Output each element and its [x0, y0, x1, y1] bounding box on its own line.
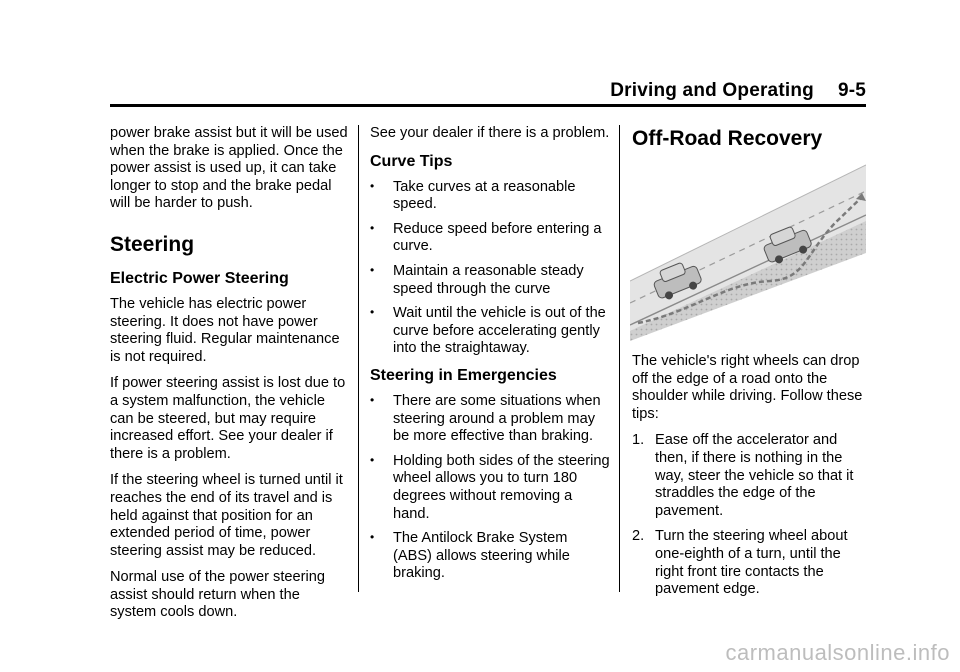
intro-paragraph: See your dealer if there is a problem. [370, 125, 610, 141]
intro-paragraph: power brake assist but it will be used when the brake is applied. Once the power assist is used up, it can take longer to stop and the brake pedal will be harder to push. [110, 125, 348, 212]
list-item: • Wait until the vehicle is out of the curve before accelerating gently into the straightaway. [370, 305, 606, 357]
bullet-icon: • [370, 452, 375, 467]
list-item: • Holding both sides of the steering wheel allows you to turn 180 degrees without removing a hand. [370, 452, 610, 522]
bullet-icon: • [370, 262, 375, 277]
steering-heading: Steering [110, 232, 195, 256]
column-right [632, 125, 872, 607]
bullet-icon: • [370, 530, 375, 545]
column-middle [370, 125, 610, 590]
paragraph: Normal use of the power steering assist should return when the system cools down. [110, 569, 325, 621]
electric-power-steering-heading: Electric Power Steering [110, 269, 289, 287]
watermark: carmanualsonline.info [725, 640, 950, 665]
bullet-icon: • [370, 178, 375, 193]
curve-tips-heading: Curve Tips [370, 152, 453, 170]
list-item: • Maintain a reasonable steady speed through the curve [370, 262, 584, 297]
paragraph: The vehicle has electric power steering. It does not have power steering fluid. Regular maintenance is not required. [110, 295, 340, 365]
header-text [610, 80, 866, 102]
emergencies-list [370, 393, 610, 583]
step-number: 1. [632, 432, 645, 449]
step-number: 2. [632, 528, 645, 545]
list-item: • The Antilock Brake System (ABS) allows steering while braking. [370, 530, 570, 582]
off-road-recovery-illustration [630, 163, 866, 341]
bullet-icon: • [370, 392, 375, 407]
list-item: 1. Ease off the accelerator and then, if there is nothing in the way, steer the vehicle so that it straddles the edge of the pavement. [632, 432, 854, 519]
paragraph: The vehicle's right wheels can drop off the edge of a road onto the shoulder while driving. Follow these tips: [632, 353, 863, 422]
list-item: • Take curves at a reasonable speed. [370, 178, 576, 213]
off-road-recovery-heading: Off-Road Recovery [632, 127, 823, 150]
recovery-steps-list [632, 432, 872, 598]
curve-tips-list [370, 179, 610, 358]
paragraph: If power steering assist is lost due to a system malfunction, the vehicle can be steered, but may require increased effort. See your dealer if there is a problem. [110, 375, 346, 462]
list-item: • Reduce speed before entering a curve. [370, 220, 602, 255]
paragraph: If the steering wheel is turned until it reaches the end of its travel and is held against that position for an extended period of time, power steering assist may be reduced. [110, 472, 343, 559]
column-divider [358, 125, 359, 592]
list-item: • There are some situations when steering around a problem may be more effective than braking. [370, 392, 601, 445]
steering-in-emergencies-heading: Steering in Emergencies [370, 366, 557, 384]
column-divider [619, 125, 620, 592]
section-title: Driving and Operating [610, 80, 814, 101]
page-header [110, 80, 866, 106]
bullet-icon: • [370, 220, 375, 235]
page-number: 9-5 [837, 80, 866, 101]
list-item: 2. Turn the steering wheel about one-eighth of a turn, until the right front tire contacts the pavement edge. [632, 528, 848, 598]
bullet-icon: • [370, 305, 375, 320]
column-left [110, 125, 350, 631]
header-rule [110, 104, 866, 107]
